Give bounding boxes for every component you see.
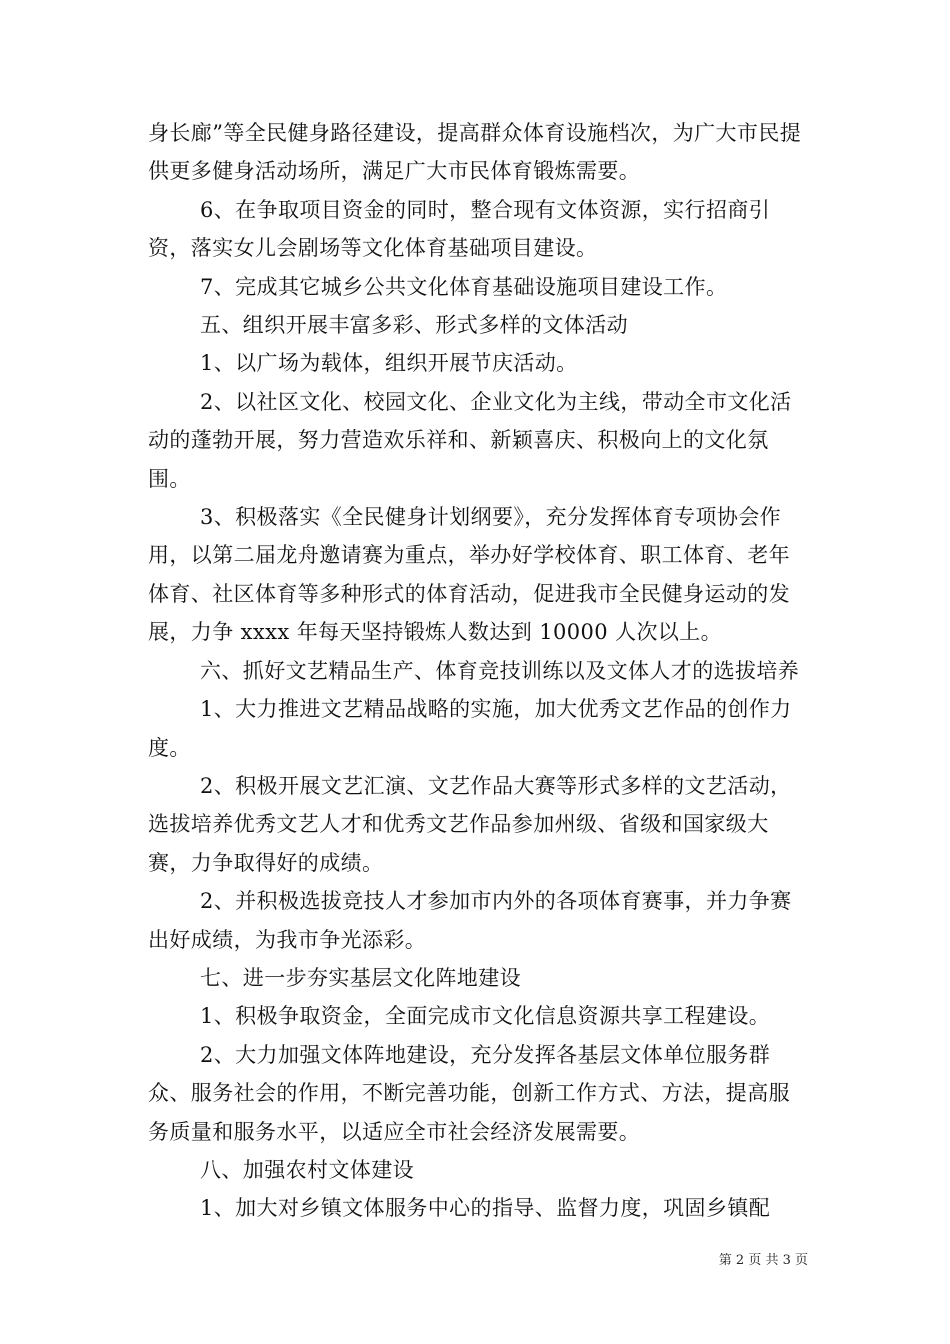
paragraph-14: 2、大力加强文体阵地建设，充分发挥各基层文体单位服务群众、服务社会的作用，不断完善功能，创新工作方式、方法，提高服务质量和服务水平，以适应全市社会经济发展需要。 [148, 1042, 790, 1144]
page-number-footer: 第 2 页 共 3 页 [718, 1253, 808, 1268]
paragraph-2: 6、在争取项目资金的同时，整合现有文体资源，实行招商引资，落实女儿会剧场等文化体育基础项目建设。 [148, 197, 771, 261]
paragraph-10: 2、积极开展文艺汇演、文艺作品大赛等形式多样的文艺活动，选拔培养优秀文艺人才和优秀文艺作品参加州级、省级和国家级大赛，力争取得好的成绩。 [148, 773, 792, 875]
document-body [148, 114, 808, 1228]
paragraph-9: 1、大力推进文艺精品战略的实施，加大优秀文艺作品的创作力度。 [148, 697, 792, 760]
paragraph-5: 1、以广场为载体，组织开展节庆活动。 [200, 351, 578, 376]
paragraph-11: 2、并积极选拔竞技人才参加市内外的各项体育赛事，并力争赛出好成绩，为我市争光添彩。 [148, 889, 792, 952]
section-heading-7: 七、进一步夯实基层文化阵地建设 [200, 965, 521, 990]
paragraph-7: 3、积极落实《全民健身计划纲要》，充分发挥体育专项协会作用，以第二届龙舟邀请赛为重点，举办好学校体育、职工体育、老年体育、社区体育等多种形式的体育活动，促进我市全民健身运动的发展，力争 xxxx 年每天坚持锻炼人数达到 10000 人次以上。 [148, 505, 790, 645]
paragraph-16: 1、加大对乡镇文体服务中心的指导、监督力度，巩固乡镇配 [200, 1196, 771, 1221]
paragraph-3: 7、完成其它城乡公共文化体育基础设施项目建设工作。 [200, 274, 728, 299]
paragraph-1: 身长廊”等全民健身路径建设，提高群众体育设施档次，为广大市民提供更多健身活动场所，满足广大市民体育锻炼需要。 [148, 121, 802, 184]
paragraph-6: 2、以社区文化、校园文化、企业文化为主线，带动全市文化活动的蓬勃开展，努力营造欢乐祥和、新颖喜庆、积极向上的文化氛围。 [148, 389, 792, 491]
section-heading-6: 六、抓好文艺精品生产、体育竞技训练以及文体人才的选拔培养 [200, 658, 800, 683]
paragraph-13: 1、积极争取资金，全面完成市文化信息资源共享工程建设。 [200, 1004, 771, 1029]
section-heading-8: 八、加强农村文体建设 [200, 1157, 414, 1182]
section-heading-5: 五、组织开展丰富多彩、形式多样的文体活动 [200, 313, 628, 338]
